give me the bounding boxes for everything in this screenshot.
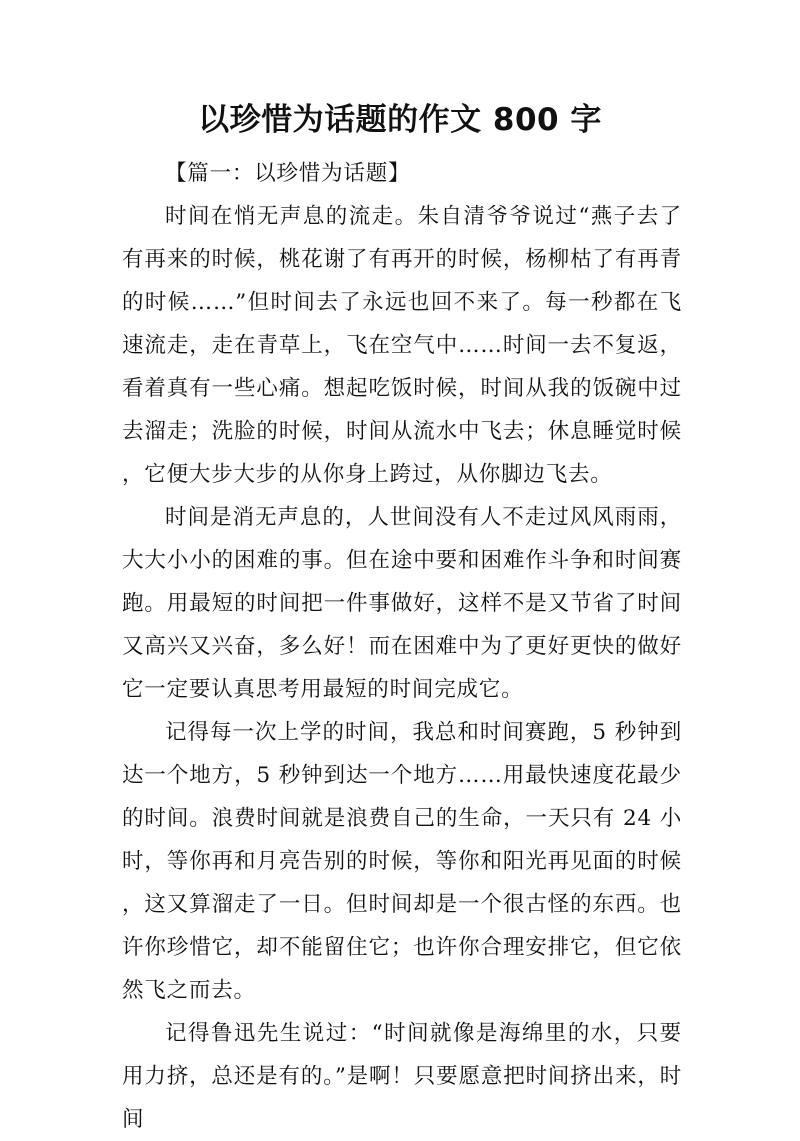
document-title: 以珍惜为话题的作文 800 字	[198, 102, 602, 138]
paragraph-1: 时间在悄无声息的流走。朱自清爷爷说过“燕子去了有再来的时候，桃花谢了有再开的时候，杨柳枯了有再青的时候……”但时间去了永远也回不来了。每一秒都在飞速流走，走在青草上，飞在空气中……时间一去不复返，看着真有一些心痛。想起吃饭时候，时间从我的饭碗中过去溜走；洗脸的时候，时间从流水中飞去；休息睡觉时候，它便大步大步的从你身上跨过，从你脚边飞去。	[122, 204, 682, 487]
document-body	[122, 152, 682, 1141]
paragraph-2: 时间是消无声息的，人世间没有人不走过风风雨雨，大大小小的困难的事。但在途中要和困难作斗争和时间赛跑。用最短的时间把一件事做好，这样不是又节省了时间又高兴又兴奋，多么好！而在困难中为了更好更快的做好它一定要认真思考用最短的时间完成它。	[122, 505, 682, 702]
paragraph-3: 记得每一次上学的时间，我总和时间赛跑，5 秒钟到达一个地方，5 秒钟到达一个地方……用最快速度花最少的时间。浪费时间就是浪费自己的生命，一天只有 24 小时，等你再和月亮告别的时候，等你和阳光再见面的时候，这又算溜走了一日。但时间却是一个很古怪的东西。也许你珍惜它，却不能留住它；也许你合理安排它，但它依然飞之而去。	[122, 720, 682, 1003]
paragraph-4: 记得鲁迅先生说过：“时间就像是海绵里的水，只要用力挤，总还是有的。”是啊！只要愿意把时间挤出来，时间	[122, 1021, 682, 1132]
section-heading: 【篇一：以珍惜为话题】	[165, 161, 411, 186]
